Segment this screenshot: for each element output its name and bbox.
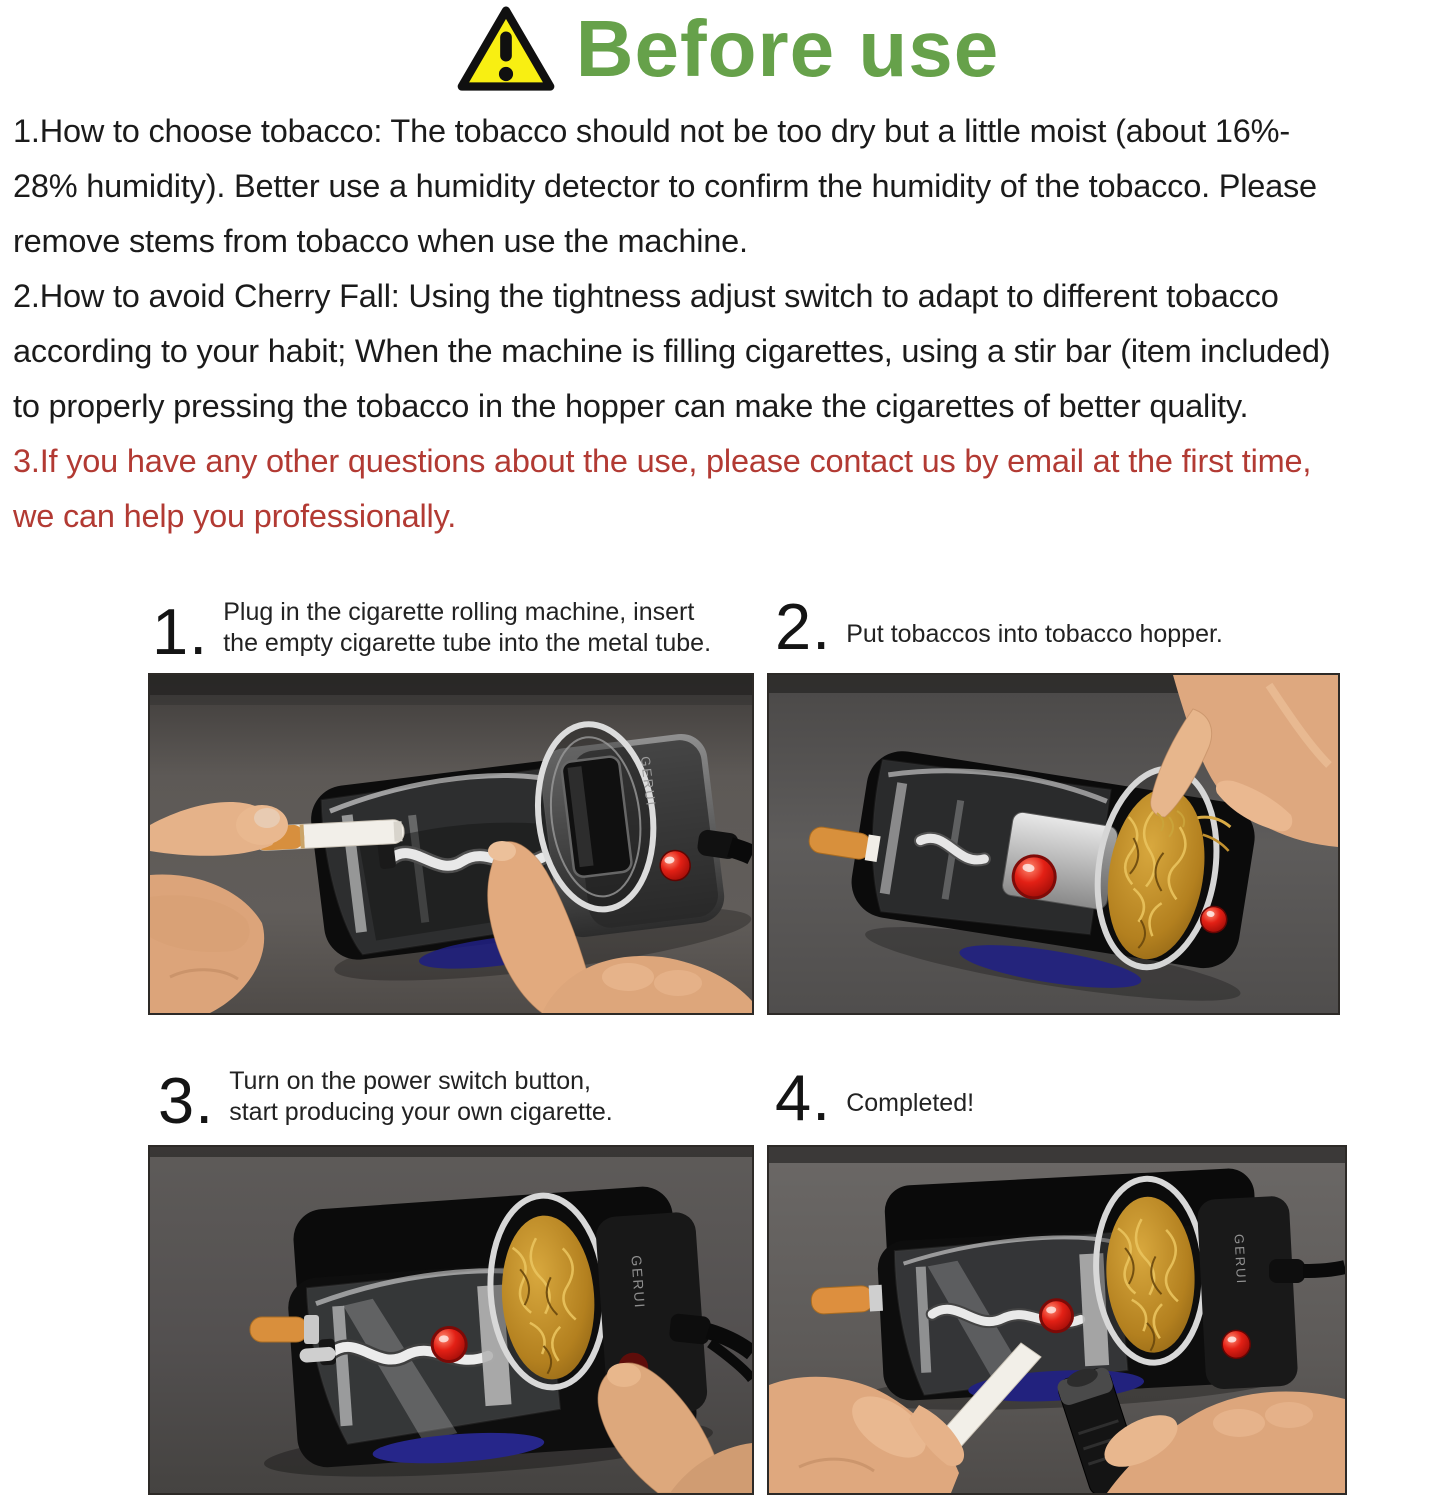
step-3-header (158, 1064, 613, 1138)
step-3-number: 3. (158, 1064, 215, 1138)
cigarette-filter (250, 1315, 319, 1344)
tightness-knob (1040, 1299, 1074, 1333)
step-4-caption-line-1: Completed! (846, 1088, 975, 1117)
brand-label: GERUI (1231, 1233, 1250, 1286)
step-1-caption-line-1: Plug in the cigarette rolling machine, insert (223, 598, 695, 626)
step-2-header (775, 590, 1223, 663)
step-2-photo (767, 673, 1340, 1015)
step-3-photo (148, 1145, 754, 1495)
intro-line-2: 28% humidity). Better use a humidity detector to confirm the humidity of the tobacco. Please (13, 168, 1317, 204)
power-button (1222, 1330, 1251, 1359)
intro-paragraph (13, 104, 1453, 544)
intro-line-3: remove stems from tobacco when use the machine. (13, 223, 748, 259)
page-title: Before use (575, 4, 1000, 93)
intro-line-4: 2.How to avoid Cherry Fall: Using the tightness adjust switch to adapt to different tobacco (13, 278, 1279, 314)
step-2-caption-line-1: Put tobaccos into tobacco hopper. (846, 619, 1223, 648)
step-4-number: 4. (775, 1061, 832, 1134)
intro-line-6: to properly pressing the tobacco in the hopper can make the cigarettes of better quality. (13, 388, 1249, 424)
intro-line-1: 1.How to choose tobacco: The tobacco should not be too dry but a little moist (about 16%- (13, 113, 1290, 149)
step-1-caption-line-2: the empty cigarette tube into the metal tube. (223, 629, 712, 657)
step-1-header (152, 595, 712, 669)
step-4-photo (767, 1145, 1347, 1495)
step-1-photo (148, 673, 754, 1015)
tightness-knob (431, 1326, 467, 1362)
cigarette-filter (811, 1285, 883, 1315)
step-2-number: 2. (775, 590, 832, 663)
intro-line-8-red: we can help you professionally. (13, 498, 457, 534)
brand-label: GERUI (637, 755, 659, 809)
intro-line-5: according to your habit; When the machine is filling cigarettes, using a stir bar (item included) (13, 333, 1331, 369)
brand-label: GERUI (628, 1254, 649, 1310)
metal-tube (299, 1346, 336, 1362)
step-3-caption-line-2: start producing your own cigarette. (229, 1098, 613, 1126)
intro-line-7-red: 3.If you have any other questions about the use, please contact us by email at the first time, (13, 443, 1312, 479)
step-4-header (775, 1061, 975, 1134)
step-3-caption-line-1: Turn on the power switch button, (229, 1067, 591, 1095)
warning-triangle-icon (456, 2, 556, 96)
title-row (0, 2, 1455, 96)
step-1-number: 1. (152, 595, 209, 669)
